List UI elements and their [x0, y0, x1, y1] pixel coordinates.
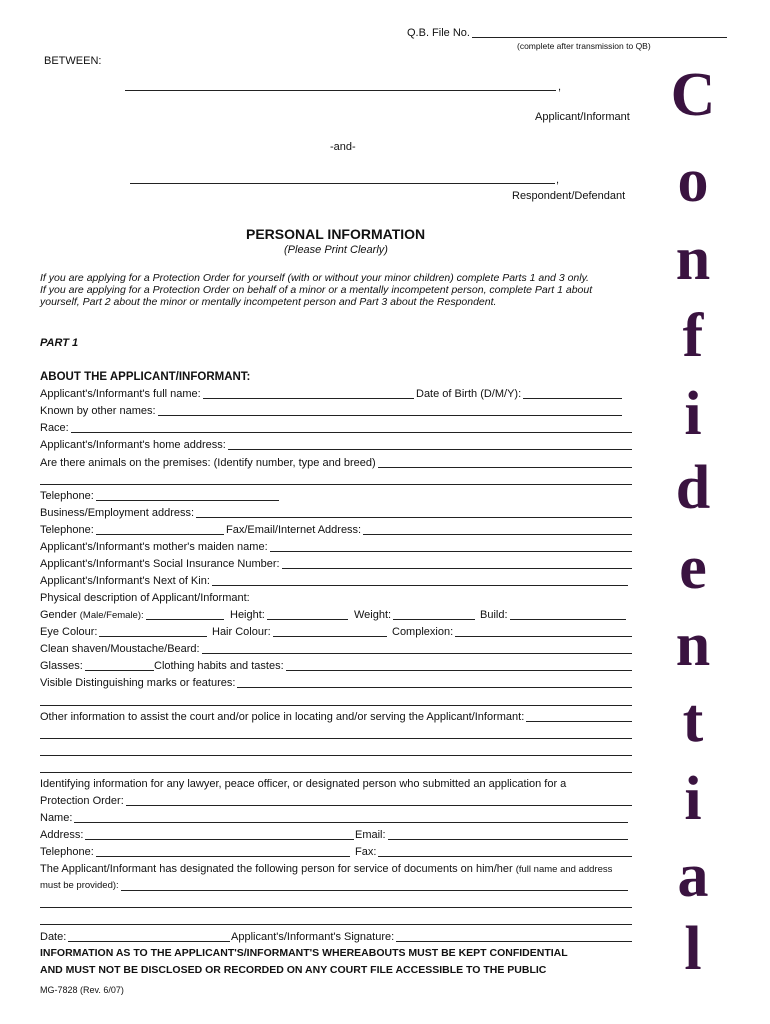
address-input[interactable]	[85, 829, 354, 840]
height-field	[230, 608, 348, 622]
other-info-line-2[interactable]	[40, 738, 632, 739]
weight-input[interactable]	[393, 609, 475, 620]
hair-colour-input[interactable]	[273, 626, 387, 637]
confidential-letter-n: n	[675, 225, 711, 293]
marks-label: Visible Distinguishing marks or features:	[40, 677, 236, 689]
next-of-kin-field	[40, 574, 628, 588]
protection-order-input[interactable]	[126, 795, 632, 806]
confidential-letter-i: i	[684, 380, 702, 448]
confidential-letter-o: o	[677, 147, 709, 215]
hair-colour-field	[212, 625, 387, 639]
protection-order-field	[40, 794, 632, 808]
home-address-input[interactable]	[228, 439, 632, 450]
height-input[interactable]	[267, 609, 348, 620]
business-address-label: Business/Employment address:	[40, 507, 195, 519]
must-be-provided-field	[40, 879, 628, 893]
build-label: Build:	[480, 609, 508, 621]
gender-label: Gender (Male/Female):	[40, 609, 144, 621]
sin-label: Applicant's/Informant's Social Insurance Number:	[40, 558, 280, 570]
other-info-line-4[interactable]	[40, 772, 632, 773]
page-title: PERSONAL INFORMATION	[246, 226, 426, 242]
confidential-letter-c: C	[670, 61, 716, 129]
animals-field	[40, 456, 632, 470]
applicant-comma: ,	[558, 81, 562, 93]
sin-input[interactable]	[282, 558, 632, 569]
identifying-info-label: Identifying information for any lawyer, peace officer, or designated person who submitted an application for a	[40, 778, 567, 790]
signature-input[interactable]	[396, 931, 632, 942]
address-field	[40, 828, 354, 842]
telephone2-label: Telephone:	[40, 524, 94, 536]
other-info-line-3[interactable]	[40, 755, 632, 756]
dob-field	[416, 387, 622, 401]
and-label: -and-	[330, 141, 356, 153]
telephone-input[interactable]	[96, 490, 279, 501]
glasses-label: Glasses:	[40, 660, 83, 672]
height-label: Height:	[230, 609, 265, 621]
glasses-input[interactable]	[85, 660, 154, 671]
animals-line-2[interactable]	[40, 484, 632, 485]
instructions-line-2: If you are applying for a Protection Order on behalf of a minor or a mentally incompetent person, complete Part 1 about	[40, 284, 593, 296]
between-label: BETWEEN:	[44, 55, 102, 67]
business-address-input[interactable]	[196, 507, 632, 518]
dob-label: Date of Birth (D/M/Y):	[416, 388, 522, 400]
fax-input[interactable]	[378, 846, 632, 857]
marks-input[interactable]	[237, 677, 632, 688]
fax-field	[355, 845, 632, 859]
other-info-label: Other information to assist the court and/or police in locating and/or serving the Applicant/Informant:	[40, 711, 525, 723]
complexion-field	[392, 625, 632, 639]
confidential-letter-a: a	[677, 842, 709, 910]
telephone-field	[40, 489, 279, 503]
full-name-label: Applicant's/Informant's full name:	[40, 388, 201, 400]
complexion-input[interactable]	[455, 626, 632, 637]
name-field	[40, 811, 628, 825]
must-be-provided-label: must be provided):	[40, 880, 119, 891]
confidential-letter-f: f	[682, 302, 704, 370]
designated-line-3[interactable]	[40, 924, 632, 925]
next-of-kin-input[interactable]	[212, 575, 628, 586]
known-as-field	[40, 404, 622, 418]
fax-email-input[interactable]	[363, 524, 632, 535]
qb-file-no-input[interactable]	[472, 27, 727, 38]
page-subtitle: (Please Print Clearly)	[284, 244, 388, 256]
eye-colour-label: Eye Colour:	[40, 626, 98, 638]
confidential-warning-1: INFORMATION AS TO THE APPLICANT'S/INFORMANT'S WHEREABOUTS MUST BE KEPT CONFIDENTIAL	[40, 947, 568, 959]
confidential-letter-d: d	[675, 454, 711, 522]
race-label: Race:	[40, 422, 69, 434]
hair-colour-label: Hair Colour:	[212, 626, 271, 638]
weight-label: Weight:	[354, 609, 392, 621]
sin-field	[40, 557, 632, 571]
clothing-field	[154, 659, 632, 673]
next-of-kin-label: Applicant's/Informant's Next of Kin:	[40, 575, 210, 587]
clean-shaven-input[interactable]	[202, 643, 632, 654]
confidential-letter-i2: i	[684, 765, 702, 833]
confidential-letter-t: t	[682, 687, 704, 755]
date-label: Date:	[40, 931, 67, 943]
animals-label: Are there animals on the premises: (Identify number, type and breed)	[40, 457, 376, 469]
confidential-warning-2: AND MUST NOT BE DISCLOSED OR RECORDED ON ANY COURT FILE ACCESSIBLE TO THE PUBLIC	[40, 964, 547, 976]
date-field	[40, 930, 230, 944]
instructions-line-3: yourself, Part 2 about the minor or mentally incompetent person and Part 3 about the Respondent.	[40, 296, 497, 308]
email-label: Email:	[355, 829, 386, 841]
email-input[interactable]	[388, 829, 628, 840]
respondent-name-line[interactable]	[130, 183, 555, 184]
clean-shaven-field	[40, 642, 632, 656]
telephone2-input[interactable]	[96, 524, 224, 535]
glasses-field	[40, 659, 154, 673]
mother-maiden-field	[40, 540, 632, 554]
qb-file-no-label: Q.B. File No.	[407, 27, 470, 39]
confidential-letter-e: e	[679, 534, 707, 602]
telephone3-label: Telephone:	[40, 846, 94, 858]
marks-line-2[interactable]	[40, 705, 632, 706]
form-number: MG-7828 (Rev. 6/07)	[40, 985, 124, 995]
race-field	[40, 421, 632, 435]
designated-line-2[interactable]	[40, 907, 632, 908]
build-field	[480, 608, 626, 622]
telephone-label: Telephone:	[40, 490, 94, 502]
section-title: ABOUT THE APPLICANT/INFORMANT:	[40, 371, 251, 383]
business-address-field	[40, 506, 632, 520]
mother-maiden-label: Applicant's/Informant's mother's maiden name:	[40, 541, 268, 553]
dob-input[interactable]	[523, 388, 622, 399]
confidential-letter-n2: n	[675, 611, 711, 679]
animals-input[interactable]	[378, 457, 632, 468]
name-label: Name:	[40, 812, 73, 824]
qb-file-no-field	[407, 26, 727, 40]
address-label: Address:	[40, 829, 84, 841]
clothing-label: Clothing habits and tastes:	[154, 660, 284, 672]
signature-label: Applicant's/Informant's Signature:	[231, 931, 395, 943]
telephone2-field	[40, 523, 224, 537]
home-address-label: Applicant's/Informant's home address:	[40, 439, 226, 451]
other-info-input[interactable]	[526, 711, 632, 722]
date-input[interactable]	[68, 931, 230, 942]
clean-shaven-label: Clean shaven/Moustache/Beard:	[40, 643, 200, 655]
physical-description-label: Physical description of Applicant/Informant:	[40, 592, 250, 604]
eye-colour-input[interactable]	[99, 626, 207, 637]
gender-field	[40, 608, 224, 622]
fax-email-field	[226, 523, 632, 537]
email-field	[355, 828, 628, 842]
marks-field	[40, 676, 632, 690]
protection-order-label: Protection Order:	[40, 795, 124, 807]
designated-input[interactable]	[121, 880, 628, 891]
gender-input[interactable]	[146, 609, 224, 620]
fax-email-label: Fax/Email/Internet Address:	[226, 524, 362, 536]
qb-file-no-note: (complete after transmission to QB)	[517, 41, 651, 51]
build-input[interactable]	[510, 609, 626, 620]
full-name-input[interactable]	[203, 388, 414, 399]
complexion-label: Complexion:	[392, 626, 454, 638]
known-as-label: Known by other names:	[40, 405, 156, 417]
applicant-name-line[interactable]	[125, 90, 556, 91]
known-as-input[interactable]	[158, 405, 622, 416]
designated-note: (full name and address	[515, 864, 613, 875]
applicant-role-label: Applicant/Informant	[535, 111, 630, 123]
confidential-letter-l: l	[684, 915, 702, 983]
home-address-field	[40, 438, 632, 452]
instructions-line-1: If you are applying for a Protection Order for yourself (with or without your minor children) complete Parts 1 and 3 only.	[40, 272, 589, 284]
mother-maiden-input[interactable]	[270, 541, 632, 552]
clothing-input[interactable]	[286, 660, 632, 671]
race-input[interactable]	[71, 422, 632, 433]
other-info-field	[40, 710, 632, 724]
part-label: PART 1	[40, 337, 79, 349]
eye-colour-field	[40, 625, 207, 639]
designated-person-label: The Applicant/Informant has designated the following person for service of documents on him/her (full name and address	[40, 863, 613, 875]
full-name-field	[40, 387, 414, 401]
fax-label: Fax:	[355, 846, 377, 858]
respondent-role-label: Respondent/Defendant	[512, 190, 626, 202]
name-input[interactable]	[74, 812, 628, 823]
respondent-comma: ,	[556, 174, 560, 186]
telephone3-field	[40, 845, 350, 859]
signature-field	[231, 930, 632, 944]
telephone3-input[interactable]	[96, 846, 350, 857]
weight-field	[354, 608, 475, 622]
gender-note: (Male/Female):	[79, 610, 144, 621]
